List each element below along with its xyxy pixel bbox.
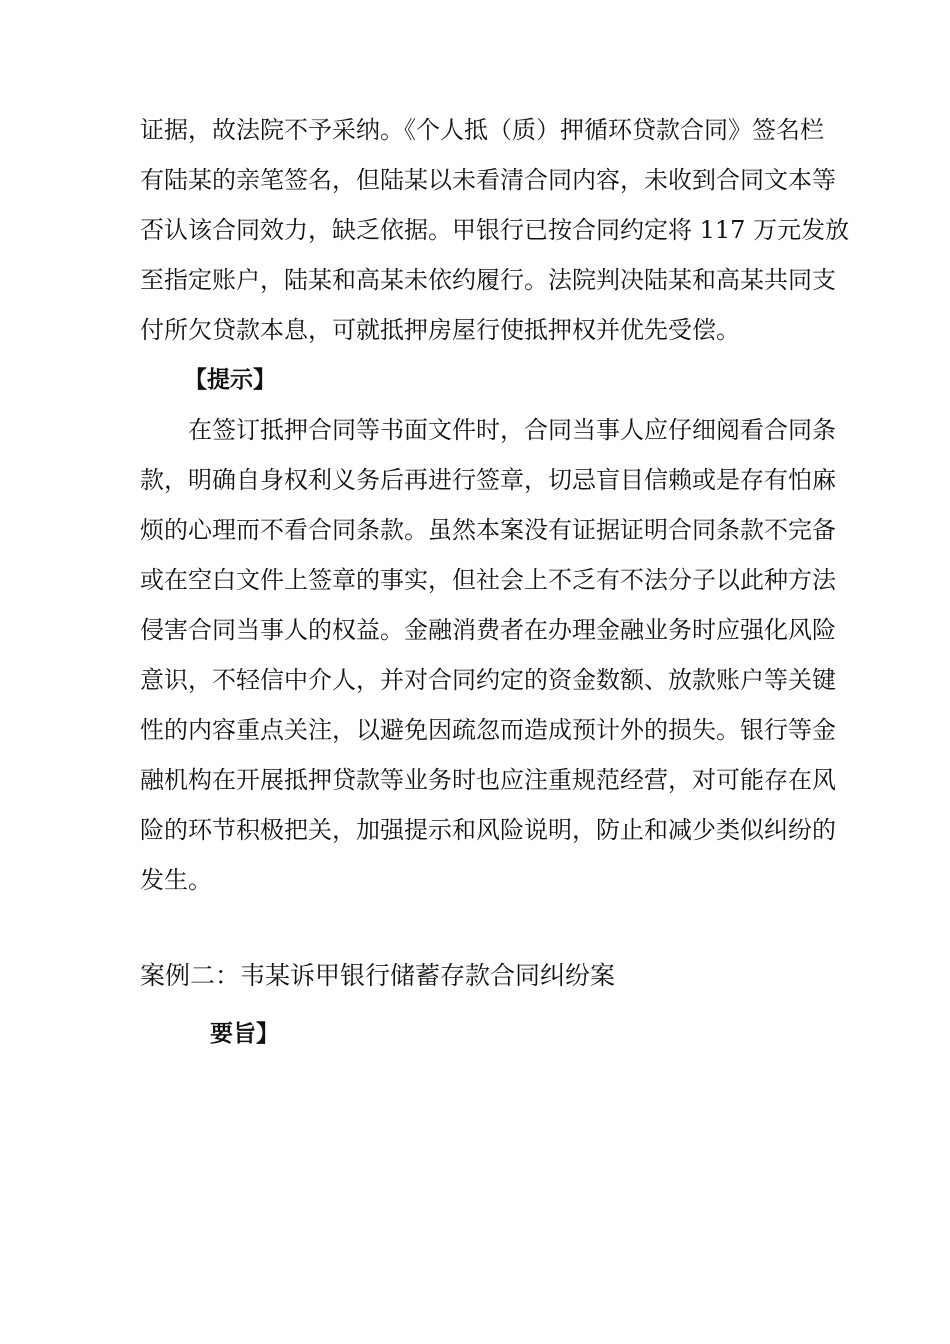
paragraph-2-line-9: 险的环节积极把关，加强提示和风险说明，防止和减少类似纠纷的: [140, 816, 836, 844]
paragraph-2-line-8: 融机构在开展抵押贷款等业务时也应注重规范经营，对可能存在风: [140, 766, 836, 794]
paragraph-1-line-5: 付所欠贷款本息，可就抵押房屋行使抵押权并优先受偿。: [140, 316, 740, 344]
paragraph-2-line-7: 性的内容重点关注，以避免因疏忽而造成预计外的损失。银行等金: [140, 716, 836, 744]
paragraph-1-line-4: 至指定账户，陆某和高某未依约履行。法院判决陆某和高某共同支: [140, 266, 836, 294]
case-2-title: 案例二：韦某诉甲银行储蓄存款合同纠纷案: [140, 961, 616, 990]
paragraph-2-line-4: 或在空白文件上签章的事实，但社会上不乏有不法分子以此种方法: [140, 566, 836, 594]
paragraph-2-line-1: 在签订抵押合同等书面文件时，合同当事人应仔细阅看合同条: [188, 416, 836, 444]
paragraph-1-line-2: 有陆某的亲笔签名，但陆某以未看清合同内容，未收到合同文本等: [140, 166, 836, 194]
paragraph-2-line-6: 意识，不轻信中介人，并对合同约定的资金数额、放款账户等关键: [140, 666, 836, 694]
paragraph-2-line-10: 发生。: [140, 866, 212, 894]
paragraph-2-line-3: 烦的心理而不看合同条款。虽然本案没有证据证明合同条款不完备: [140, 516, 836, 544]
summary-heading: 要旨】: [210, 1021, 279, 1047]
paragraph-1-line-3: 否认该合同效力，缺乏依据。甲银行已按合同约定将 117 万元发放: [140, 216, 850, 244]
tip-heading: 【提示】: [184, 367, 276, 393]
paragraph-2-line-5: 侵害合同当事人的权益。金融消费者在办理金融业务时应强化风险: [140, 616, 836, 644]
paragraph-2-line-2: 款，明确自身权利义务后再进行签章，切忌盲目信赖或是存有怕麻: [140, 466, 836, 494]
paragraph-1-line-1: 证据，故法院不予采纳。《个人抵（质）押循环贷款合同》签名栏: [140, 116, 824, 144]
